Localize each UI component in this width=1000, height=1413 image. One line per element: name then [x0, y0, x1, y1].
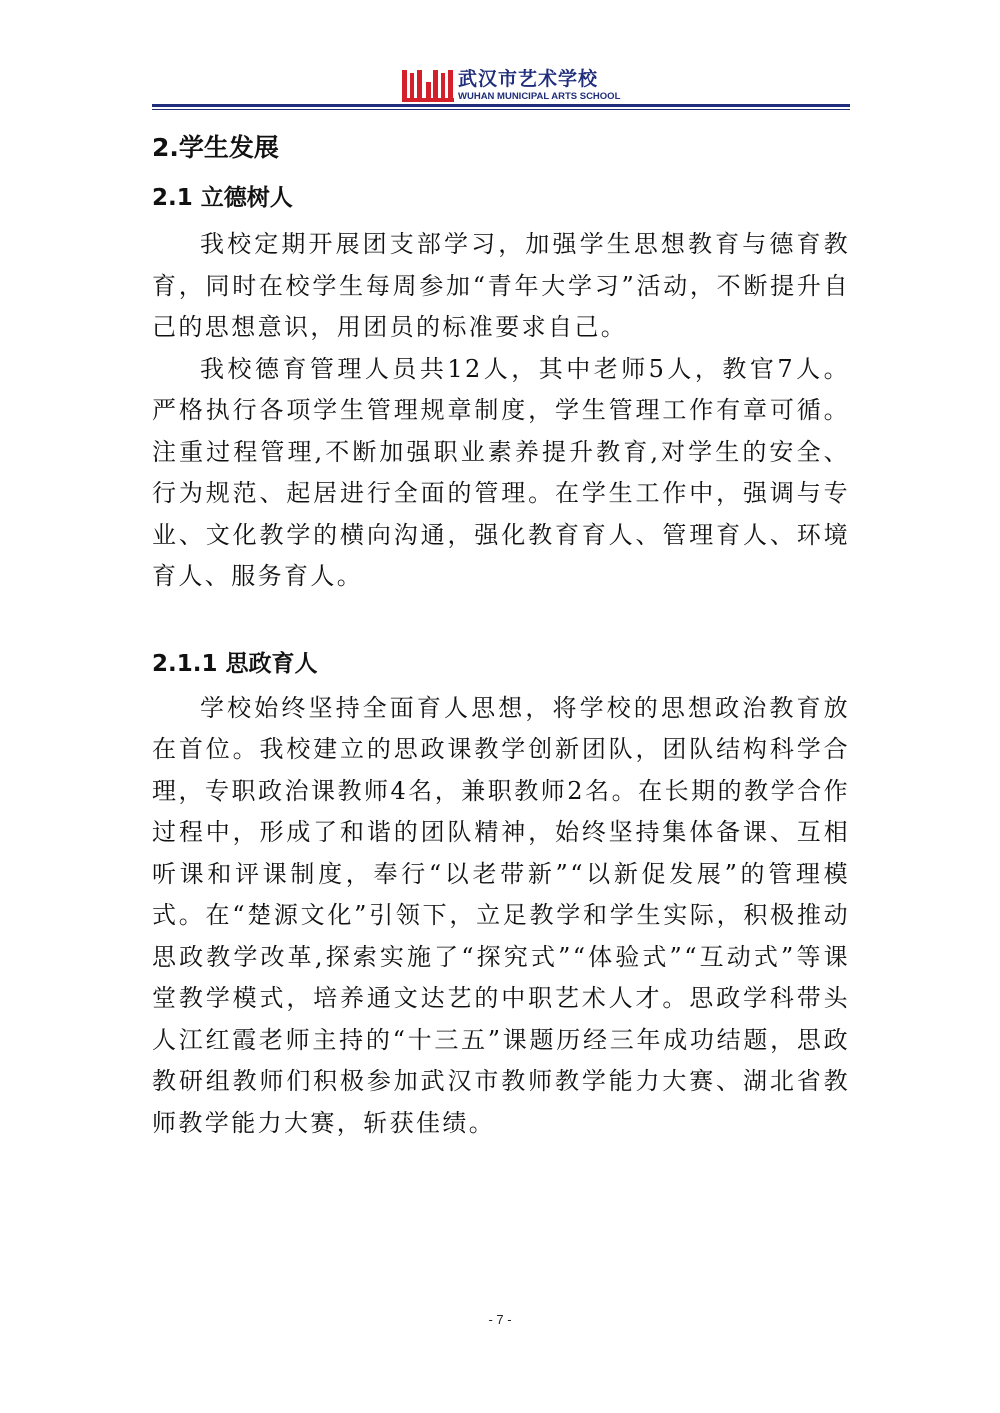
page-content: [152, 128, 850, 1144]
paragraph: 我校定期开展团支部学习，加强学生思想教育与德育教育，同时在校学生每周参加“青年大学习”活动，不断提升自己的思想意识，用团员的标准要求自己。: [152, 230, 850, 341]
page-number: - 7 -: [488, 1312, 512, 1327]
section-title: 2.学生发展: [152, 133, 279, 162]
header-rule-thin: [152, 109, 850, 110]
header-rule-thick: [152, 104, 850, 107]
subsubsection-title: 2.1.1 思政育人: [152, 650, 318, 677]
school-name-cn: 武汉市艺术学校: [458, 68, 599, 90]
subsection-title: 2.1 立德树人: [152, 185, 293, 211]
page-header: [0, 0, 1000, 112]
paragraph: 学校始终坚持全面育人思想，将学校的思想政治教育放在首位。我校建立的思政课教学创新团队，团队结构科学合理，专职政治课教师4名，兼职教师2名。在长期的教学合作过程中，形成了和谐的团队精神，始终坚持集体备课、互相听课和评课制度，奉行“以老带新”“以新促发展”的管理模式。在“楚源文化”引领下，立足教学和学生实际，积极推动思政教学改革,探索实施了“探究式”“体验式”“互动式”等课堂教学模式，培养通文达艺的中职艺术人才。思政学科带头人江红霞老师主持的“十三五”课题历经三年成功结题，思政教研组教师们积极参加武汉市教师教学能力大赛、湖北省教师教学能力大赛，斩获佳绩。: [152, 693, 850, 1137]
school-name-en: WUHAN MUNICIPAL ARTS SCHOOL: [458, 91, 621, 102]
paragraph: 我校德育管理人员共12人，其中老师5人，教官7人。严格执行各项学生管理规章制度，学生管理工作有章可循。注重过程管理,不断加强职业素养提升教育,对学生的安全、行为规范、起居进行全面的管理。在学生工作中，强调与专业、文化教学的横向沟通，强化教育育人、管理育人、环境育人、服务育人。: [152, 354, 850, 590]
school-logo-icon: [402, 70, 454, 102]
